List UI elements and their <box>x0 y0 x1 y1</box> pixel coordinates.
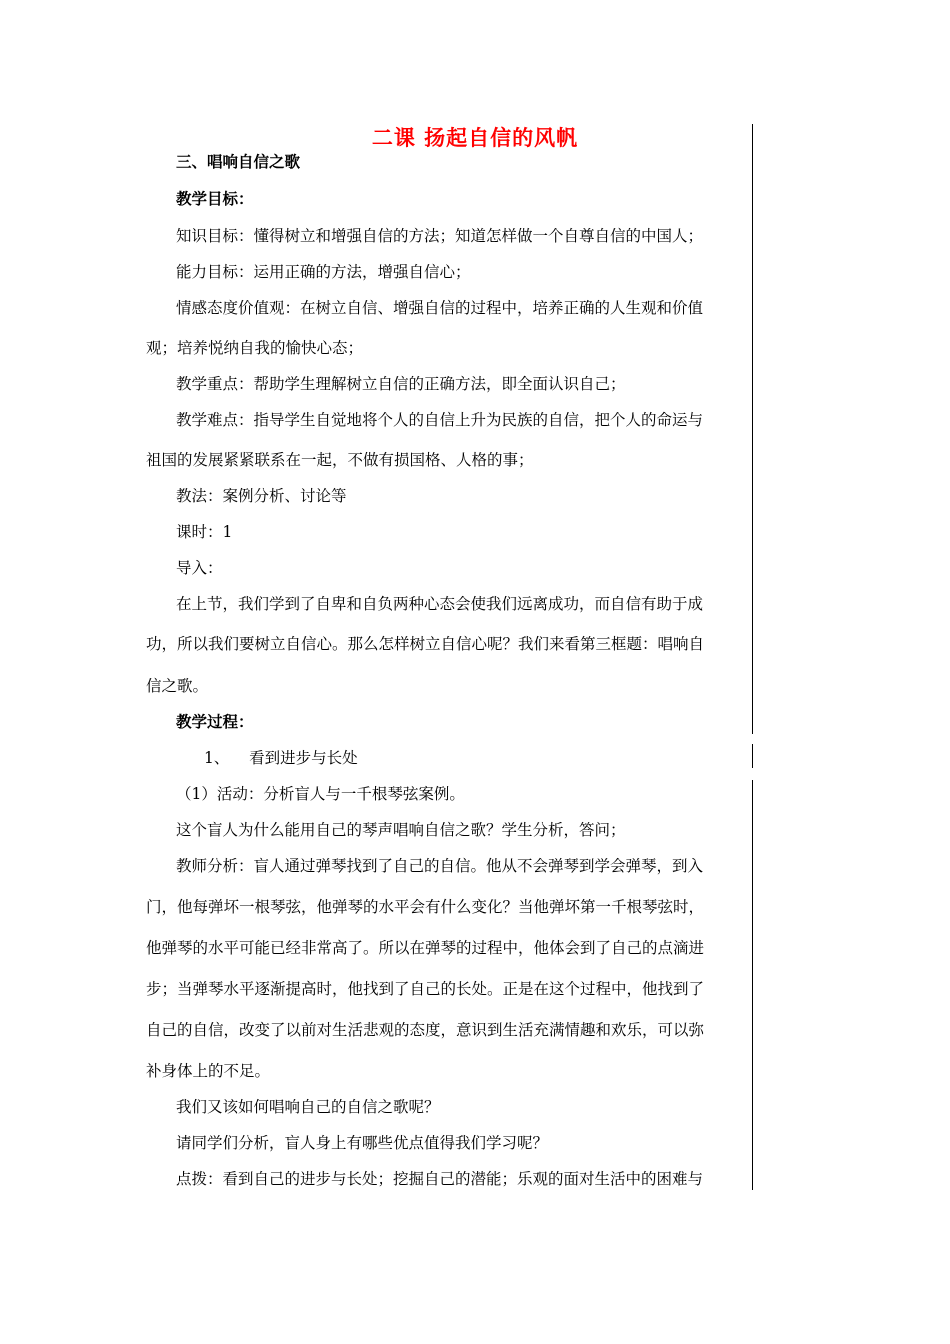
attitude-objective-cont: 观；培养悦纳自我的愉快心态； <box>146 339 364 357</box>
margin-rule <box>752 124 753 734</box>
objectives-heading: 教学目标： <box>176 190 254 208</box>
knowledge-objective: 知识目标：懂得树立和增强自信的方法；知道怎样做一个自尊自信的中国人； <box>176 227 704 245</box>
teaching-focus: 教学重点：帮助学生理解树立自信的正确方法，即全面认识自己； <box>176 375 626 393</box>
teacher-analysis-line: 他弹琴的水平可能已经非常高了。所以在弹琴的过程中，他体会到了自己的点滴进 <box>146 939 705 957</box>
teacher-analysis-line: 补身体上的不足。 <box>146 1062 271 1080</box>
question-line: 这个盲人为什么能用自己的琴声唱响自信之歌？学生分析，答问； <box>176 821 626 839</box>
teacher-analysis-line: 教师分析：盲人通过弹琴找到了自己的自信。他从不会弹琴到学会弹琴，到入 <box>176 857 704 875</box>
teaching-method: 教法：案例分析、讨论等 <box>176 487 347 505</box>
question-line: 请同学们分析，盲人身上有哪些优点值得我们学习呢？ <box>176 1134 549 1152</box>
class-hours: 课时：1 <box>176 523 233 541</box>
introduction-label: 导入： <box>176 559 223 577</box>
teacher-analysis-line: 自己的自信，改变了以前对生活悲观的态度，意识到生活充满情趣和欢乐，可以弥 <box>146 1021 705 1039</box>
teacher-analysis-line: 门，他每弹坏一根琴弦，他弹琴的水平会有什么变化？当他弹坏第一千根琴弦时， <box>146 898 705 916</box>
process-heading: 教学过程： <box>176 713 254 731</box>
teacher-analysis-line: 步；当弹琴水平逐渐提高时，他找到了自己的长处。正是在这个过程中，他找到了 <box>146 980 705 998</box>
document-title: 二课 扬起自信的风帆 <box>371 126 579 150</box>
teaching-difficulty-cont: 祖国的发展紧紧联系在一起，不做有损国格、人格的事； <box>146 451 534 469</box>
process-item-1: 1、 看到进步与长处 <box>204 749 358 767</box>
intro-paragraph-line: 功，所以我们要树立自信心。那么怎样树立自信心呢？我们来看第三框题：唱响自 <box>146 635 705 653</box>
activity-line: （1）活动：分析盲人与一千根琴弦案例。 <box>176 785 465 803</box>
guidance-line: 点拨：看到自己的进步与长处；挖掘自己的潜能；乐观的面对生活中的困难与 <box>176 1170 704 1188</box>
teaching-difficulty: 教学难点：指导学生自觉地将个人的自信上升为民族的自信，把个人的命运与 <box>176 411 704 429</box>
intro-paragraph-line: 在上节，我们学到了自卑和自负两种心态会使我们远离成功，而自信有助于成 <box>176 595 704 613</box>
margin-rule <box>752 744 753 768</box>
ability-objective: 能力目标：运用正确的方法，增强自信心； <box>176 263 471 281</box>
section-heading: 三、唱响自信之歌 <box>176 153 301 171</box>
margin-rule <box>752 780 753 1190</box>
question-line: 我们又该如何唱响自己的自信之歌呢？ <box>176 1098 440 1116</box>
intro-paragraph-line: 信之歌。 <box>146 677 209 695</box>
attitude-objective: 情感态度价值观：在树立自信、增强自信的过程中，培养正确的人生观和价值 <box>176 299 704 317</box>
